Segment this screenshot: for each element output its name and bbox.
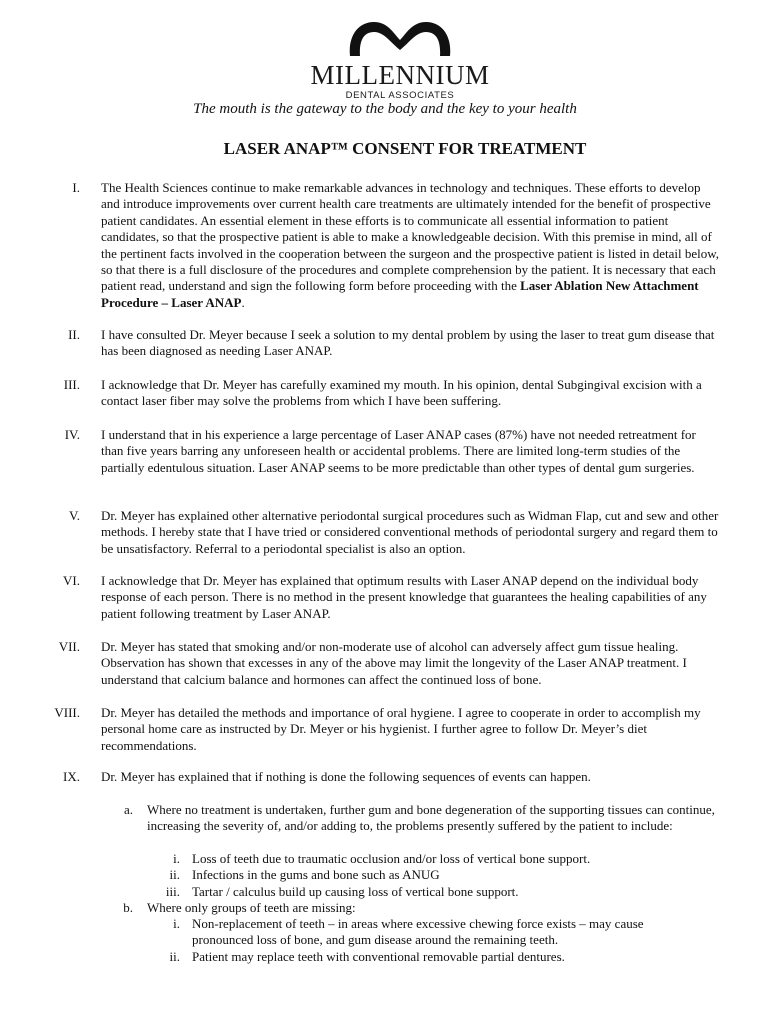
logo-name: MILLENNIUM — [310, 60, 490, 90]
section-text: I acknowledge that Dr. Meyer has carefully examined my mouth. In his opinion, dental Subgingival excision with a contact laser fiber may solve the problems from which I have been suffering. — [101, 377, 702, 409]
subitem-label: iii. — [165, 884, 180, 899]
subitem-label: a. — [123, 802, 133, 817]
logo-wave-icon — [344, 16, 456, 62]
section-text — [101, 180, 721, 311]
logo — [300, 14, 500, 101]
section-body: The Health Sciences continue to make remarkable advances in technology and techniques. These efforts to develop and introduce improvements over current health care treatments are ultimately intended for the benefit of prospective patient candidates. An essential element in these efforts is to communicate all essential information to patient candidates, so that the prospective patient is able to make a knowledgeable decision. With this premise in mind, all of the pertinent facts involved in the cooperation between the surgeon and the prospective patient is listed in detail below, so that there is a full disclosure of the procedures and complete comprehension by the patient. It is necessary that each patient read, understand and sign the following form before proceeding with the — [101, 180, 720, 294]
section-numeral: II. — [68, 327, 80, 342]
section-numeral: VII. — [58, 639, 80, 654]
section-numeral: VIII. — [54, 705, 80, 720]
subitem-label: i. — [173, 916, 180, 931]
subitem-text: Non-replacement of teeth – in areas where excessive chewing force exists – may cause pronounced loss of bone, and gum disease around the remaining teeth. — [192, 916, 644, 948]
subitem-label: ii. — [169, 867, 180, 882]
subitem-label: b. — [123, 900, 133, 915]
logo-subtitle: DENTAL ASSOCIATES — [345, 90, 455, 101]
subitem-text: Infections in the gums and bone such as ANUG — [192, 867, 440, 882]
section-numeral: IX. — [63, 769, 80, 784]
subitem-text: Where only groups of teeth are missing: — [147, 900, 356, 915]
subitem-text: Loss of teeth due to traumatic occlusion and/or loss of vertical bone support. — [192, 851, 591, 866]
section-numeral: IV. — [64, 427, 80, 442]
section-numeral: I. — [72, 180, 80, 195]
section-text: Dr. Meyer has detailed the methods and importance of oral hygiene. I agree to cooperate in order to accomplish my personal home care as instructed by Dr. Meyer or his hygienist. I further agree to follow Dr. Meyer’s diet recommendations. — [101, 705, 701, 753]
section-text: I have consulted Dr. Meyer because I seek a solution to my dental problem by using the laser to treat gum disease that has been diagnosed as needing Laser ANAP. — [101, 327, 715, 359]
section-text: Dr. Meyer has explained other alternative periodontal surgical procedures such as Widman Flap, cut and sew and other methods. I hereby state that I have tried or considered conventional methods of periodontal surgery and regard them to be unsatisfactory. Referral to a periodontal specialist is also an option. — [101, 508, 719, 556]
subitem-label: i. — [173, 851, 180, 866]
subitem-text: Patient may replace teeth with conventional removable partial dentures. — [192, 949, 565, 964]
section-text: I understand that in his experience a large percentage of Laser ANAP cases (87%) have not needed retreatment for than five years barring any unforeseen health or accidental problems. There are limited long-term studies of the partially edentulous situation. Laser ANAP seems to be more predictable than other types of dental gum surgeries. — [101, 427, 696, 475]
document-title: LASER ANAP™ CONSENT FOR TREATMENT — [223, 139, 587, 158]
section-end: . — [241, 294, 245, 310]
section-text: Dr. Meyer has explained that if nothing is done the following sequences of events can happen. — [101, 769, 591, 784]
subitem-text: Where no treatment is undertaken, further gum and bone degeneration of the supporting tissues can continue, increasing the severity of, and/or adding to, the problems presently suffered by the patient to include: — [147, 802, 715, 834]
procedure-name: Laser Ablation New Attachment Procedure – Laser ANAP — [101, 278, 699, 310]
subitem-label: ii. — [169, 949, 180, 964]
subitem-text: Tartar / calculus build up causing loss of vertical bone support. — [192, 884, 519, 899]
section-text: I acknowledge that Dr. Meyer has explained that optimum results with Laser ANAP depend on the individual body response of each person. There is no method in the present knowledge that guarantees the healing capabilities of any patient following treatment by Laser ANAP. — [101, 573, 707, 621]
tagline: The mouth is the gateway to the body and the key to your health — [193, 101, 577, 117]
section-numeral: III. — [63, 377, 80, 392]
section-numeral: VI. — [63, 573, 80, 588]
section-numeral: V. — [69, 508, 80, 523]
section-text: Dr. Meyer has stated that smoking and/or non-moderate use of alcohol can adversely affect gum tissue healing. Observation has shown that excesses in any of the above may limit the longevity of the Laser ANAP treatment. I understand that calcium balance and hormones can affect the continued loss of bone. — [101, 639, 687, 687]
